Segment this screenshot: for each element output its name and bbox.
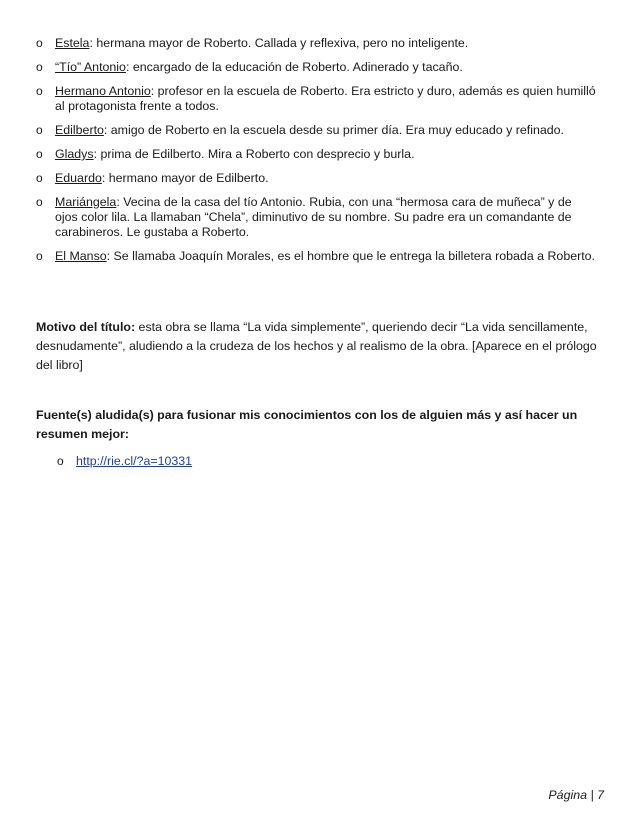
bullet-icon: o <box>36 60 43 74</box>
motivo-label: Motivo del título: <box>36 320 136 334</box>
character-item <box>36 60 596 75</box>
bullet-icon: o <box>36 249 43 263</box>
character-item <box>36 195 596 240</box>
character-item <box>36 249 596 264</box>
character-list <box>36 36 596 273</box>
character-item <box>36 36 596 51</box>
source-list <box>57 454 192 469</box>
bullet-icon: o <box>36 36 43 50</box>
character-description: : hermano mayor de Edilberto. <box>101 171 269 185</box>
character-name: Edilberto <box>55 123 104 137</box>
character-name: Estela <box>55 36 90 50</box>
bullet-icon: o <box>36 195 43 209</box>
character-name: El Manso <box>55 249 107 263</box>
motivo-paragraph <box>36 318 604 375</box>
source-item <box>57 454 192 469</box>
character-description: : hermana mayor de Roberto. Callada y reflexiva, pero no inteligente. <box>89 36 469 50</box>
character-name: Hermano Antonio <box>55 84 151 98</box>
bullet-icon: o <box>36 123 43 137</box>
motivo-text: esta obra se llama “La vida simplemente”, queriendo decir “La vida sencillamente, desnudamente”, aludiendo a la crudeza de los hechos y al realismo de la obra. [Aparece en el prólogo del libro] <box>36 320 597 372</box>
character-item <box>36 171 596 186</box>
character-name: “Tío” Antonio <box>55 60 126 74</box>
character-item <box>36 84 596 114</box>
fuente-heading: Fuente(s) aludida(s) para fusionar mis conocimientos con los de alguien más y así hacer un resumen mejor: <box>36 408 578 441</box>
bullet-icon: o <box>36 84 43 98</box>
bullet-icon: o <box>36 171 43 185</box>
character-item <box>36 123 596 138</box>
bullet-icon: o <box>36 147 43 161</box>
character-name: Eduardo <box>55 171 102 185</box>
character-name: Mariángela <box>55 195 117 209</box>
character-name: Gladys <box>55 147 94 161</box>
bullet-icon: o <box>57 454 64 468</box>
character-description: : profesor en la escuela de Roberto. Era estricto y duro, además es quien humilló al protagonista frente a todos. <box>55 84 596 113</box>
page-number: Página | 7 <box>548 788 604 802</box>
source-link[interactable]: http://rie.cl/?a=10331 <box>76 454 193 468</box>
character-item <box>36 147 596 162</box>
character-description: : prima de Edilberto. Mira a Roberto con desprecio y burla. <box>93 147 415 161</box>
character-description: : encargado de la educación de Roberto. Adinerado y tacaño. <box>125 60 463 74</box>
character-description: : Vecina de la casa del tío Antonio. Rubia, con una “hermosa cara de muñeca” y de ojos color lila. La llamaban “Chela”, diminutivo de su nombre. Su padre era un comandante de carabineros. Le gustaba a Roberto. <box>55 195 572 239</box>
character-description: : Se llamaba Joaquín Morales, es el hombre que le entrega la billetera robada a Roberto. <box>106 249 596 263</box>
character-description: : amigo de Roberto en la escuela desde su primer día. Era muy educado y refinado. <box>103 123 564 137</box>
